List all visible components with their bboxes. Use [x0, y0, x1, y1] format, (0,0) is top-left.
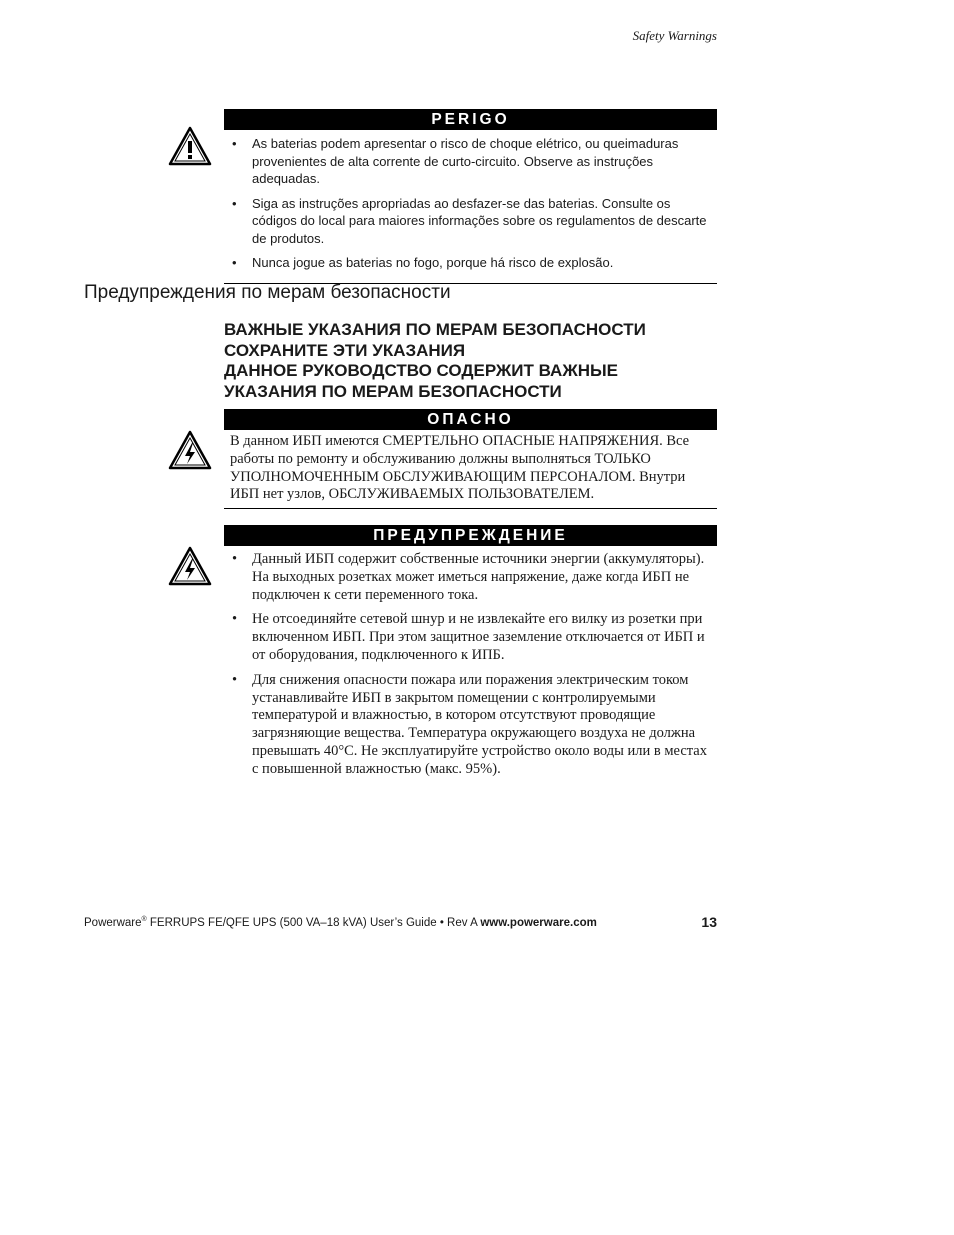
opasno-title: ОПАСНО: [224, 409, 717, 430]
opasno-block: [224, 409, 717, 509]
electrical-hazard-icon: [168, 546, 212, 586]
electrical-hazard-icon: [168, 430, 212, 470]
footer-url: www.powerware.com: [480, 916, 597, 929]
footer-text: Powerware® FERRUPS FE/QFE UPS (500 VA–18 kVA) User’s Guide • Rev A www.powerware.com: [84, 916, 597, 929]
preduprezhdenie-title: ПРЕДУПРЕЖДЕНИЕ: [224, 525, 717, 546]
opasno-text: В данном ИБП имеются СМЕРТЕЛЬНО ОПАСНЫЕ НАПРЯЖЕНИЯ. Все работы по ремонту и обслуживанию должны выполняться ТОЛЬКО УПОЛНОМОЧЕННЫМ ОБСЛУЖИВАЮЩИМ ПЕРСОНАЛОМ. Внутри ИБП нет узлов, ОБСЛУЖИВАЕМЫХ ПОЛЬЗОВАТЕЛЕМ.: [230, 433, 690, 503]
running-header: Safety Warnings: [632, 28, 717, 43]
list-item: • Данный ИБП содержит собственные источники энергии (аккумуляторы). На выходных розетках может иметься напряжение, даже когда ИБП не подключен к сети переменного тока.: [232, 551, 705, 603]
perigo-block: [224, 109, 717, 284]
preduprezhdenie-list: [224, 551, 717, 779]
warning-exclamation-icon: [168, 126, 212, 166]
list-item: • Не отсоединяйте сетевой шнур и не извлекайте его вилку из розетки при включенном ИБП. При этом защитное заземление отключается от ИБП и от оборудования, подключенного к ИПБ.: [232, 611, 705, 663]
list-item: • Для снижения опасности пожара или поражения электрическим током устанавливайте ИБП в закрытом помещении с контролируемыми температурой и влажностью, в котором отсутствуют проводящие загрязняющие вещества. Температура окружающего воздуха не должна превышать 40°C. Не эксплуатируйте устройство около воды или в местах с повышенной влажностью (макс. 95%).: [232, 671, 707, 777]
perigo-list: [224, 135, 717, 272]
perigo-title: PERIGO: [224, 109, 717, 130]
preduprezhdenie-block: [224, 525, 717, 786]
important-instructions: ВАЖНЫЕ УКАЗАНИЯ ПО МЕРАМ БЕЗОПАСНОСТИ СОХРАНИТЕ ЭТИ УКАЗАНИЯ ДАННОЕ РУКОВОДСТВО СОДЕРЖИТ ВАЖНЫЕ УКАЗАНИЯ ПО МЕРАМ БЕЗОПАСНОСТИ: [224, 320, 646, 401]
list-item: • As baterias podem apresentar o risco de choque elétrico, ou queimaduras provenientes de alta corrente de curto-circuito. Observe as instruções adequadas.: [232, 136, 679, 186]
page-number: 13: [701, 914, 717, 930]
list-item: • Siga as instruções apropriadas ao desfazer-se das baterias. Consulte os códigos do local para maiores informações sobre os regulamentos de descarte de produtos.: [232, 195, 707, 246]
list-item: • Nunca jogue as baterias no fogo, porque há risco de explosão.: [232, 255, 614, 270]
section-title: Предупреждения по мерам безопасности: [84, 282, 451, 303]
